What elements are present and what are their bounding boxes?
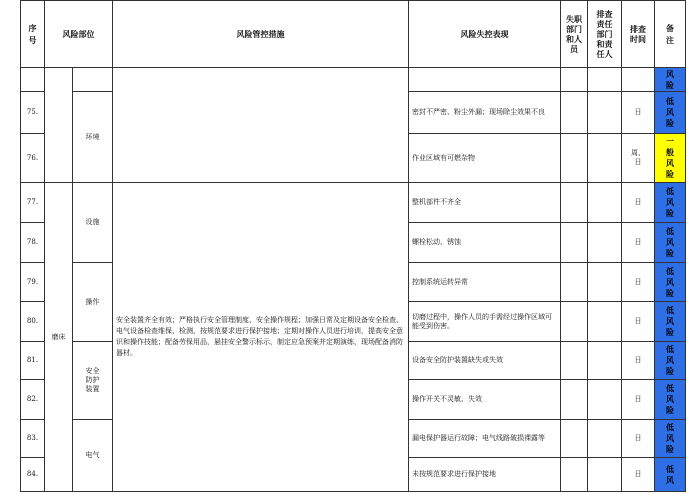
risk-level-badge: 低风险 bbox=[655, 183, 686, 223]
risk-level-badge: 低风险 bbox=[655, 223, 686, 263]
row-seq: 82. bbox=[21, 380, 45, 420]
row-responsible bbox=[561, 342, 588, 380]
row-time: 日 bbox=[622, 92, 655, 134]
row-seq: 84. bbox=[21, 458, 45, 492]
row-seq: 77. bbox=[21, 183, 45, 223]
row-responsible bbox=[561, 68, 588, 92]
risk-level-badge: 低风险 bbox=[655, 263, 686, 302]
row-seq: 75. bbox=[21, 92, 45, 134]
row-time: 日 bbox=[622, 223, 655, 263]
row-check-dept bbox=[588, 302, 622, 342]
row-symptom: 未按规范要求进行保护接地 bbox=[409, 458, 561, 492]
row-time: 周、日 bbox=[622, 134, 655, 183]
measures-text: 安全装置齐全有效；严格执行安全管理制度、安全操作规程；加强日常及定期设备安全检查、电气设备检查维保、检测，按规范要求进行保护接地；定期对操作人员进行培训，提高安全意识和操作技能；配备劳保用品，悬挂安全警示标示，制定应急预案并定期演练，现场配备消防器材。 bbox=[113, 183, 409, 492]
row-responsible bbox=[561, 223, 588, 263]
row-responsible bbox=[561, 420, 588, 458]
sub-location-operation: 操作 bbox=[73, 263, 113, 342]
risk-control-table bbox=[20, 0, 686, 492]
table-row bbox=[21, 183, 686, 223]
row-symptom: 整机部件不齐全 bbox=[409, 183, 561, 223]
row-symptom: 作业区域有可燃杂物 bbox=[409, 134, 561, 183]
row-symptom bbox=[409, 68, 561, 92]
risk-level-badge: 低风险 bbox=[655, 302, 686, 342]
header-remark: 备注 bbox=[655, 1, 686, 68]
risk-level-badge: 低风险 bbox=[655, 342, 686, 380]
header-measures: 风险管控措施 bbox=[113, 1, 409, 68]
risk-level-badge: 低风险 bbox=[655, 92, 686, 134]
row-time: 日 bbox=[622, 420, 655, 458]
row-seq: 80. bbox=[21, 302, 45, 342]
row-responsible bbox=[561, 458, 588, 492]
row-symptom: 切磨过程中，操作人员的手需经过操作区域可能受到伤害。 bbox=[409, 302, 561, 342]
header-symptoms: 风险失控表现 bbox=[409, 1, 561, 68]
risk-level-badge: 低风险 bbox=[655, 420, 686, 458]
row-seq: 76. bbox=[21, 134, 45, 183]
row-check-dept bbox=[588, 380, 622, 420]
header-seq: 序号 bbox=[21, 1, 45, 68]
row-responsible bbox=[561, 183, 588, 223]
risk-control-table-page bbox=[20, 0, 685, 494]
sub-location-empty bbox=[73, 68, 113, 92]
risk-level-badge: 低风 bbox=[655, 458, 686, 492]
row-time: 日 bbox=[622, 458, 655, 492]
row-time: 日 bbox=[622, 263, 655, 302]
row-responsible bbox=[561, 380, 588, 420]
row-responsible bbox=[561, 92, 588, 134]
row-responsible bbox=[561, 263, 588, 302]
row-check-dept bbox=[588, 342, 622, 380]
row-check-dept bbox=[588, 458, 622, 492]
row-check-dept bbox=[588, 92, 622, 134]
header-check-dept: 排查责任部门和责任人 bbox=[588, 1, 622, 68]
row-responsible bbox=[561, 302, 588, 342]
row-check-dept bbox=[588, 134, 622, 183]
row-time: 日 bbox=[622, 380, 655, 420]
header-responsible: 失职部门和人员 bbox=[561, 1, 588, 68]
risk-level-badge: 一般风险 bbox=[655, 134, 686, 183]
row-time bbox=[622, 68, 655, 92]
risk-level-badge: 风险 bbox=[655, 68, 686, 92]
row-time: 日 bbox=[622, 183, 655, 223]
row-time: 日 bbox=[622, 302, 655, 342]
header-row bbox=[21, 1, 686, 68]
row-check-dept bbox=[588, 223, 622, 263]
sub-location-facility: 设施 bbox=[73, 183, 113, 263]
row-symptom: 控制系统运转异常 bbox=[409, 263, 561, 302]
row-check-dept bbox=[588, 420, 622, 458]
table-row bbox=[21, 68, 686, 92]
row-check-dept bbox=[588, 183, 622, 223]
header-check-time: 排查时间 bbox=[622, 1, 655, 68]
row-symptom: 螺栓松动、锈蚀 bbox=[409, 223, 561, 263]
header-location: 风险部位 bbox=[45, 1, 113, 68]
row-seq: 83. bbox=[21, 420, 45, 458]
row-symptom: 漏电保护器运行故障；电气线路破损裸露等 bbox=[409, 420, 561, 458]
location-main: 磨床 bbox=[45, 183, 73, 492]
row-symptom: 操作开关不灵敏、失效 bbox=[409, 380, 561, 420]
row-seq bbox=[21, 68, 45, 92]
row-time: 日 bbox=[622, 342, 655, 380]
sub-location-safety: 安全防护装置 bbox=[73, 342, 113, 420]
row-seq: 79. bbox=[21, 263, 45, 302]
row-seq: 81. bbox=[21, 342, 45, 380]
location-main-empty bbox=[45, 68, 73, 183]
row-seq: 78. bbox=[21, 223, 45, 263]
risk-level-badge: 低风险 bbox=[655, 380, 686, 420]
row-symptom: 密封不严密、粉尘外漏；现场除尘效果不良 bbox=[409, 92, 561, 134]
row-responsible bbox=[561, 134, 588, 183]
row-check-dept bbox=[588, 263, 622, 302]
measures-empty bbox=[113, 68, 409, 183]
sub-location-env: 环境 bbox=[73, 92, 113, 183]
sub-location-electric: 电气 bbox=[73, 420, 113, 492]
row-symptom: 设备安全防护装置缺失或失效 bbox=[409, 342, 561, 380]
row-check-dept bbox=[588, 68, 622, 92]
